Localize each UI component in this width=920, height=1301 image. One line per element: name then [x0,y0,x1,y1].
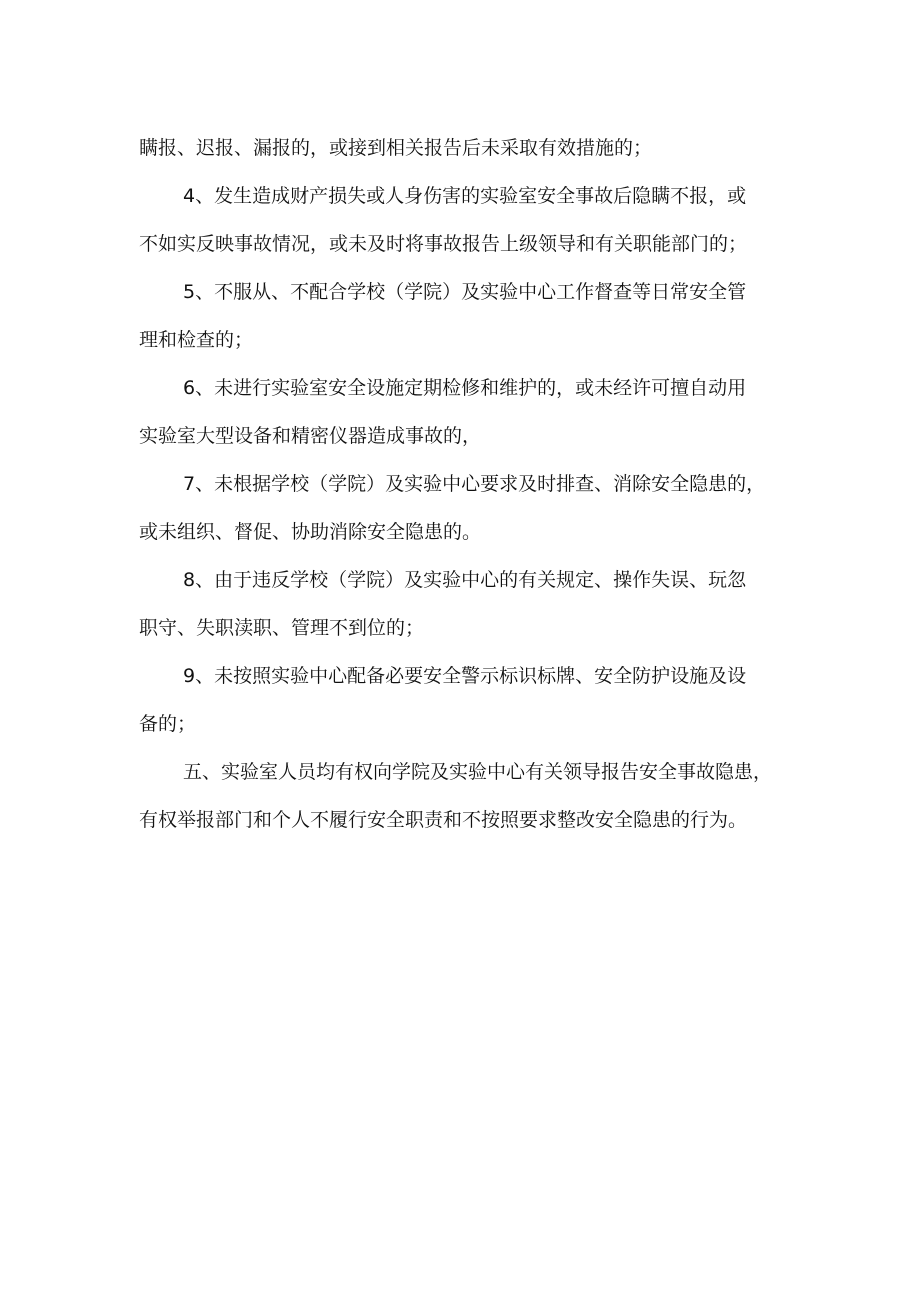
paragraph-line: 五、实验室人员均有权向学院及实验中心有关领导报告安全事故隐患， [183,761,773,783]
paragraph-line: 职守、失职渎职、管理不到位的； [139,617,425,639]
document-body [139,128,785,848]
paragraph-item-6 [139,368,785,456]
paragraph-line: 4、发生造成财产损失或人身伤害的实验室安全事故后隐瞒不报，或 [183,185,747,207]
paragraph-item-4 [139,176,785,264]
paragraph-line: 理和检查的； [139,329,254,351]
paragraph-item-8 [139,560,785,648]
paragraph-line: 有权举报部门和个人不履行安全职责和不按照要求整改安全隐患的行为。 [139,809,748,831]
paragraph-item-5 [139,272,785,360]
paragraph-line: 实验室大型设备和精密仪器造成事故的， [139,425,482,447]
paragraph-line: 备的； [139,713,197,735]
paragraph-line: 5、不服从、不配合学校（学院）及实验中心工作督查等日常安全管 [183,281,747,303]
paragraph-line: 瞒报、迟报、漏报的，或接到相关报告后未采取有效措施的； [139,137,653,159]
paragraph-line: 或未组织、督促、协助消除安全隐患的。 [139,521,482,543]
paragraph-line: 6、未进行实验室安全设施定期检修和维护的，或未经许可擅自动用 [183,377,747,399]
paragraph-line: 8、由于违反学校（学院）及实验中心的有关规定、操作失误、玩忽 [183,569,747,591]
paragraph-item-7 [139,464,785,552]
paragraph-section-five [139,752,785,840]
paragraph-line: 9、未按照实验中心配备必要安全警示标识标牌、安全防护设施及设 [183,665,747,687]
paragraph-line: 不如实反映事故情况，或未及时将事故报告上级领导和有关职能部门的； [139,233,748,255]
paragraph-item-3-continued [139,128,785,168]
paragraph-line: 7、未根据学校（学院）及实验中心要求及时排查、消除安全隐患的， [183,473,766,495]
paragraph-item-9 [139,656,785,744]
